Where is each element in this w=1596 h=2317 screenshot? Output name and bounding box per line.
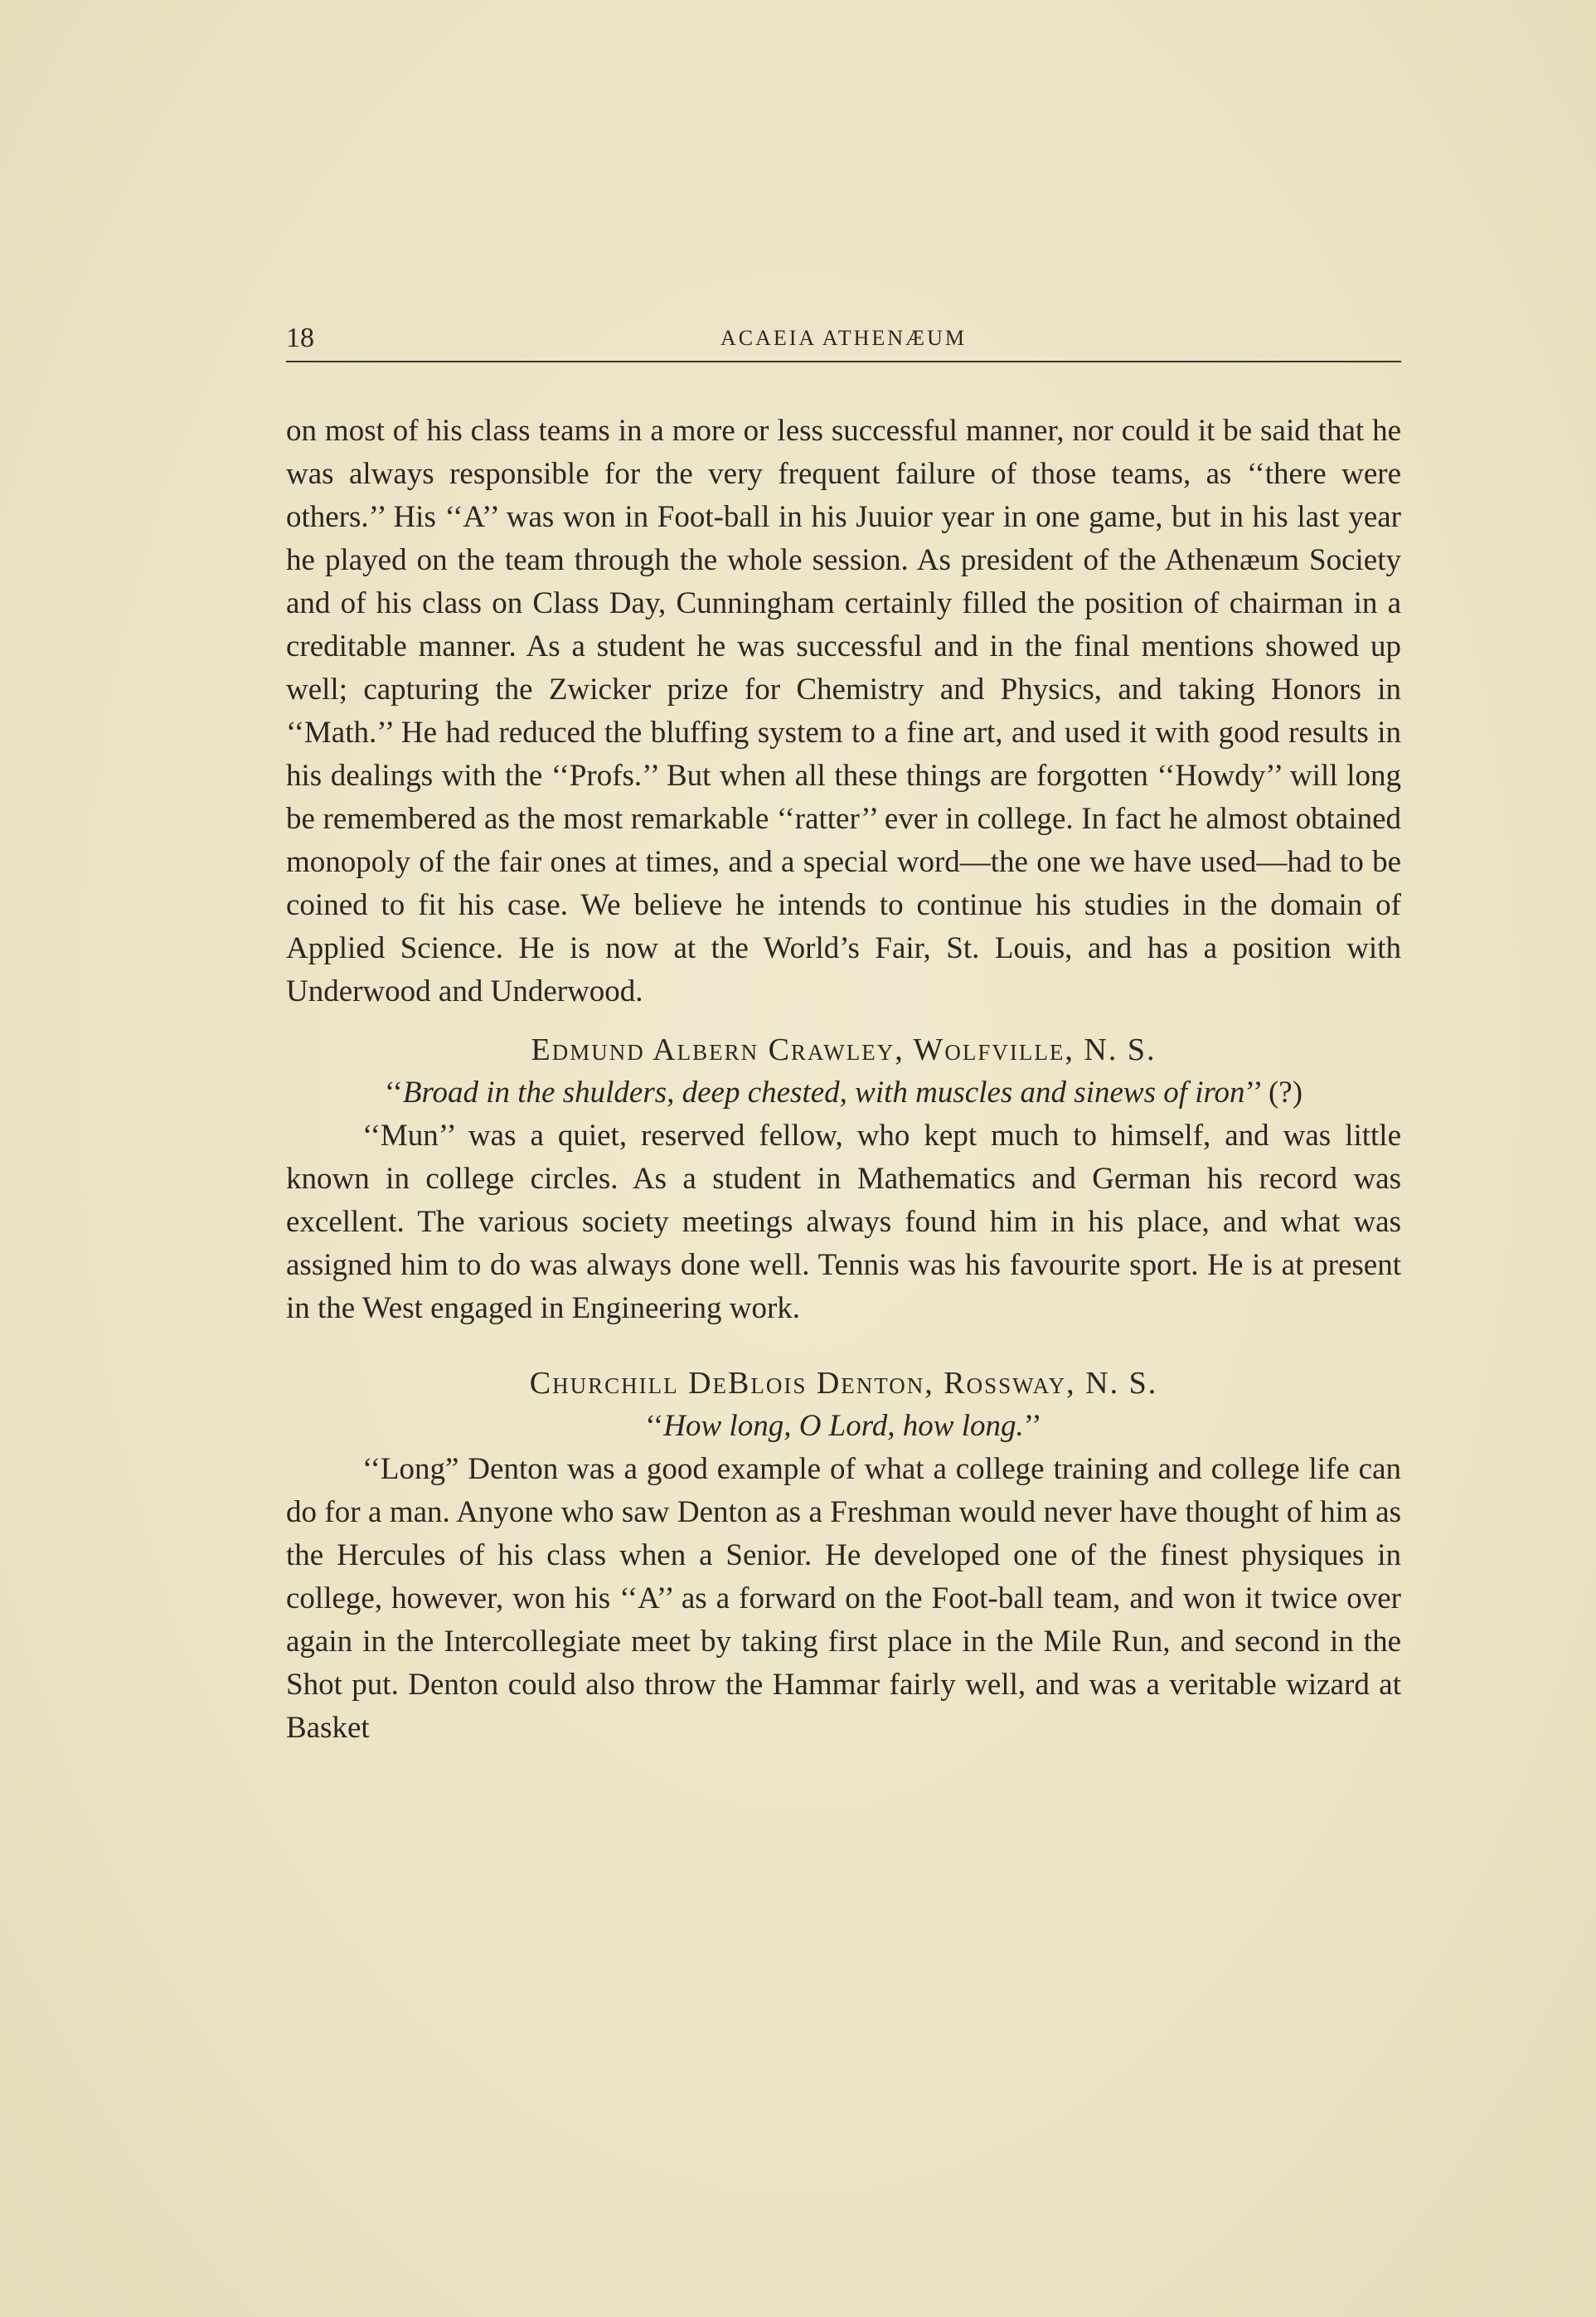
paragraph-cunningham-continued: on most of his class teams in a more or less successful manner, nor could it be said that he was always responsible for the very frequent failure of those teams, as ‘‘there were others.’’ His ‘‘A’’ was won in Foot-ball in his Juuior year in one game, but in his last year he played on the team through the whole session. As president of the Athenæum Society and of his class on Class Day, Cunningham certainly filled the position of chairman in a creditable manner. As a student he was successful and in the final mentions showed up well; capturing the Zwicker prize for Chemistry and Physics, and taking Honors in ‘‘Math.’’ He had reduced the bluffing system to a fine art, and used it with good results in his dealings with the ‘‘Profs.’’ But when all these things are forgotten ‘‘Howdy’’ will long be remembered as the most remarkable ‘‘ratter’’ ever in college. In fact he almost obtained monopoly of the fair ones at times, and a special word—the one we have used—had to be coined to fit his case. We believe he intends to continue his studies in the domain of Applied Science. He is now at the World’s Fair, St. Louis, and has a position with Underwood and Underwood.: [286, 414, 1401, 1008]
epigraph-quote-open: ‘‘: [645, 1409, 664, 1443]
page-header: [286, 319, 1401, 362]
epigraph-denton: [286, 1405, 1401, 1448]
page-body: [286, 410, 1401, 1750]
running-head: ACAEIA ATHENÆUM: [720, 326, 968, 350]
paragraph-crawley: ‘‘Mun’’ was a quiet, reserved fellow, who kept much to himself, and was little known in college circles. As a student in Mathematics and German his record was excellent. The various society meetings always found him in his place, and what was assigned him to do was always done well. Tennis was his favourite sport. He is at present in the West engaged in Engineering work.: [286, 1119, 1401, 1325]
epigraph-crawley: [286, 1071, 1401, 1115]
entry-heading-crawley: Edmund Albern Crawley, Wolfville, N. S.: [531, 1032, 1157, 1067]
epigraph-text: How long, O Lord, how long.: [663, 1409, 1024, 1443]
paragraph-denton: ‘‘Long” Denton was a good example of what a college training and college life can do for a man. Anyone who saw Denton as a Freshman would never have thought of him as the Hercules of his class when a Senior. He developed one of the finest physiques in college, however, won his ‘‘A’’ as a forward on the Foot-ball team, and won it twice over again in the Intercollegiate meet by taking first place in the Mile Run, and second in the Shot put. Denton could also throw the Hammar fairly well, and was a veritable wizard at Basket: [286, 1452, 1401, 1745]
epigraph-quote-open: ‘‘: [384, 1076, 403, 1110]
epigraph-text: Broad in the shulders, deep chested, with muscles and sinews of iron: [402, 1076, 1245, 1110]
epigraph-quote-close: ’’: [1023, 1409, 1042, 1443]
page-number: 18: [286, 323, 314, 353]
entry-heading-denton: Churchill DeBlois Denton, Rossway, N. S.: [529, 1366, 1158, 1401]
epigraph-quote-close: ’’ (?): [1244, 1076, 1303, 1110]
